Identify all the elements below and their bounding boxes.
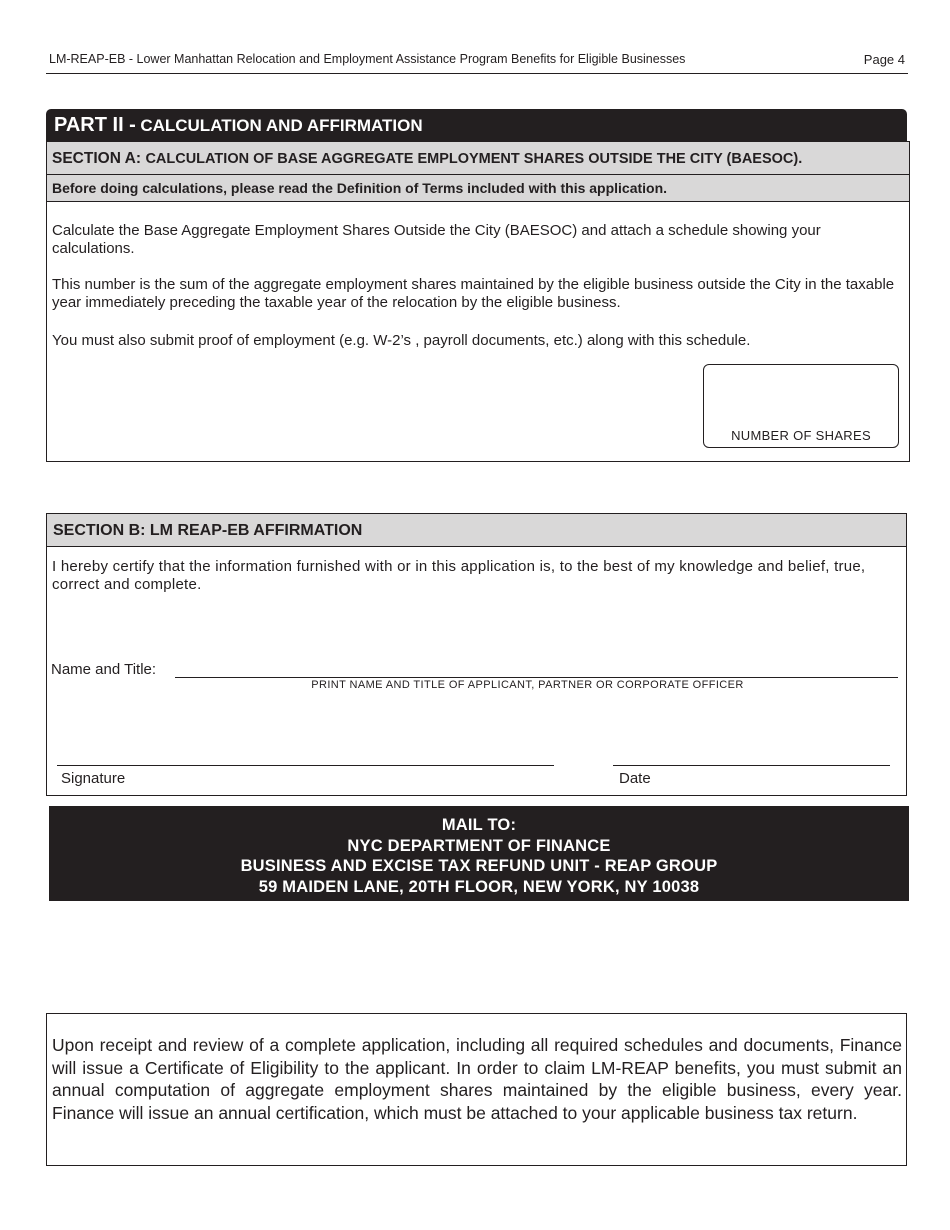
- eligibility-notice-box: [46, 1013, 907, 1166]
- name-and-title-caption: PRINT NAME AND TITLE OF APPLICANT, PARTNER OR CORPORATE OFFICER: [311, 679, 744, 691]
- section-a-title: CALCULATION OF BASE AGGREGATE EMPLOYMENT SHARES OUTSIDE THE CITY (BAESOC).: [145, 151, 803, 167]
- mail-to-address: 59 MAIDEN LANE, 20TH FLOOR, NEW YORK, NY 10038: [258, 877, 700, 896]
- part-label: PART II -: [54, 114, 136, 136]
- number-of-shares-field[interactable]: [703, 364, 899, 448]
- section-a-paragraph-3: You must also submit proof of employment (e.g. W-2’s , payroll documents, etc.) along with this schedule.: [52, 332, 751, 349]
- section-a-note: Before doing calculations, please read the Definition of Terms included with this application.: [46, 174, 910, 202]
- section-b-header: SECTION B: LM REAP-EB AFFIRMATION: [46, 513, 907, 547]
- section-a-paragraph-1: Calculate the Base Aggregate Employment Shares Outside the City (BAESOC) and attach a schedule showing your calculations.: [52, 222, 821, 257]
- form-header-title: LM-REAP-EB - Lower Manhattan Relocation and Employment Assistance Program Benefits for Eligible Businesses: [49, 52, 686, 66]
- mail-to-box: [49, 806, 909, 901]
- part-ii-title-bar: [46, 109, 907, 141]
- section-a-header: [46, 141, 910, 175]
- section-a-paragraph-2: This number is the sum of the aggregate employment shares maintained by the eligible business outside the City in the taxable year immediately preceding the taxable year of the relocation by the eligible business.: [52, 276, 895, 311]
- section-b-body: [46, 546, 907, 796]
- mail-to-heading: MAIL TO:: [441, 816, 517, 834]
- name-and-title-label: Name and Title:: [51, 661, 157, 678]
- header-divider: [46, 73, 908, 74]
- name-and-title-field[interactable]: [175, 677, 898, 678]
- mail-to-department: NYC DEPARTMENT OF FINANCE: [347, 836, 611, 855]
- part-title: CALCULATION AND AFFIRMATION: [140, 116, 423, 135]
- signature-field[interactable]: [57, 765, 554, 766]
- date-label: Date: [619, 770, 651, 787]
- page-number: Page 4: [863, 52, 905, 67]
- number-of-shares-label: NUMBER OF SHARES: [731, 428, 871, 443]
- section-a-label: SECTION A:: [52, 150, 141, 167]
- signature-label: Signature: [61, 770, 126, 787]
- certification-statement: I hereby certify that the information furnished with or in this application is, to the best of my knowledge and belief, true, correct and complete.: [52, 558, 866, 593]
- eligibility-notice-text: Upon receipt and review of a complete application, including all required schedules and documents, Finance will issue a Certificate of Eligibility to the applicant. In order to claim LM-REAP benefits, you must submit an annual computation of aggregate employment shares maintained by the eligible business, every year. Finance will issue an annual certification, which must be attached to your applicable business tax return.: [52, 1035, 902, 1123]
- date-field[interactable]: [613, 765, 890, 766]
- mail-to-unit: BUSINESS AND EXCISE TAX REFUND UNIT - REAP GROUP: [240, 857, 718, 875]
